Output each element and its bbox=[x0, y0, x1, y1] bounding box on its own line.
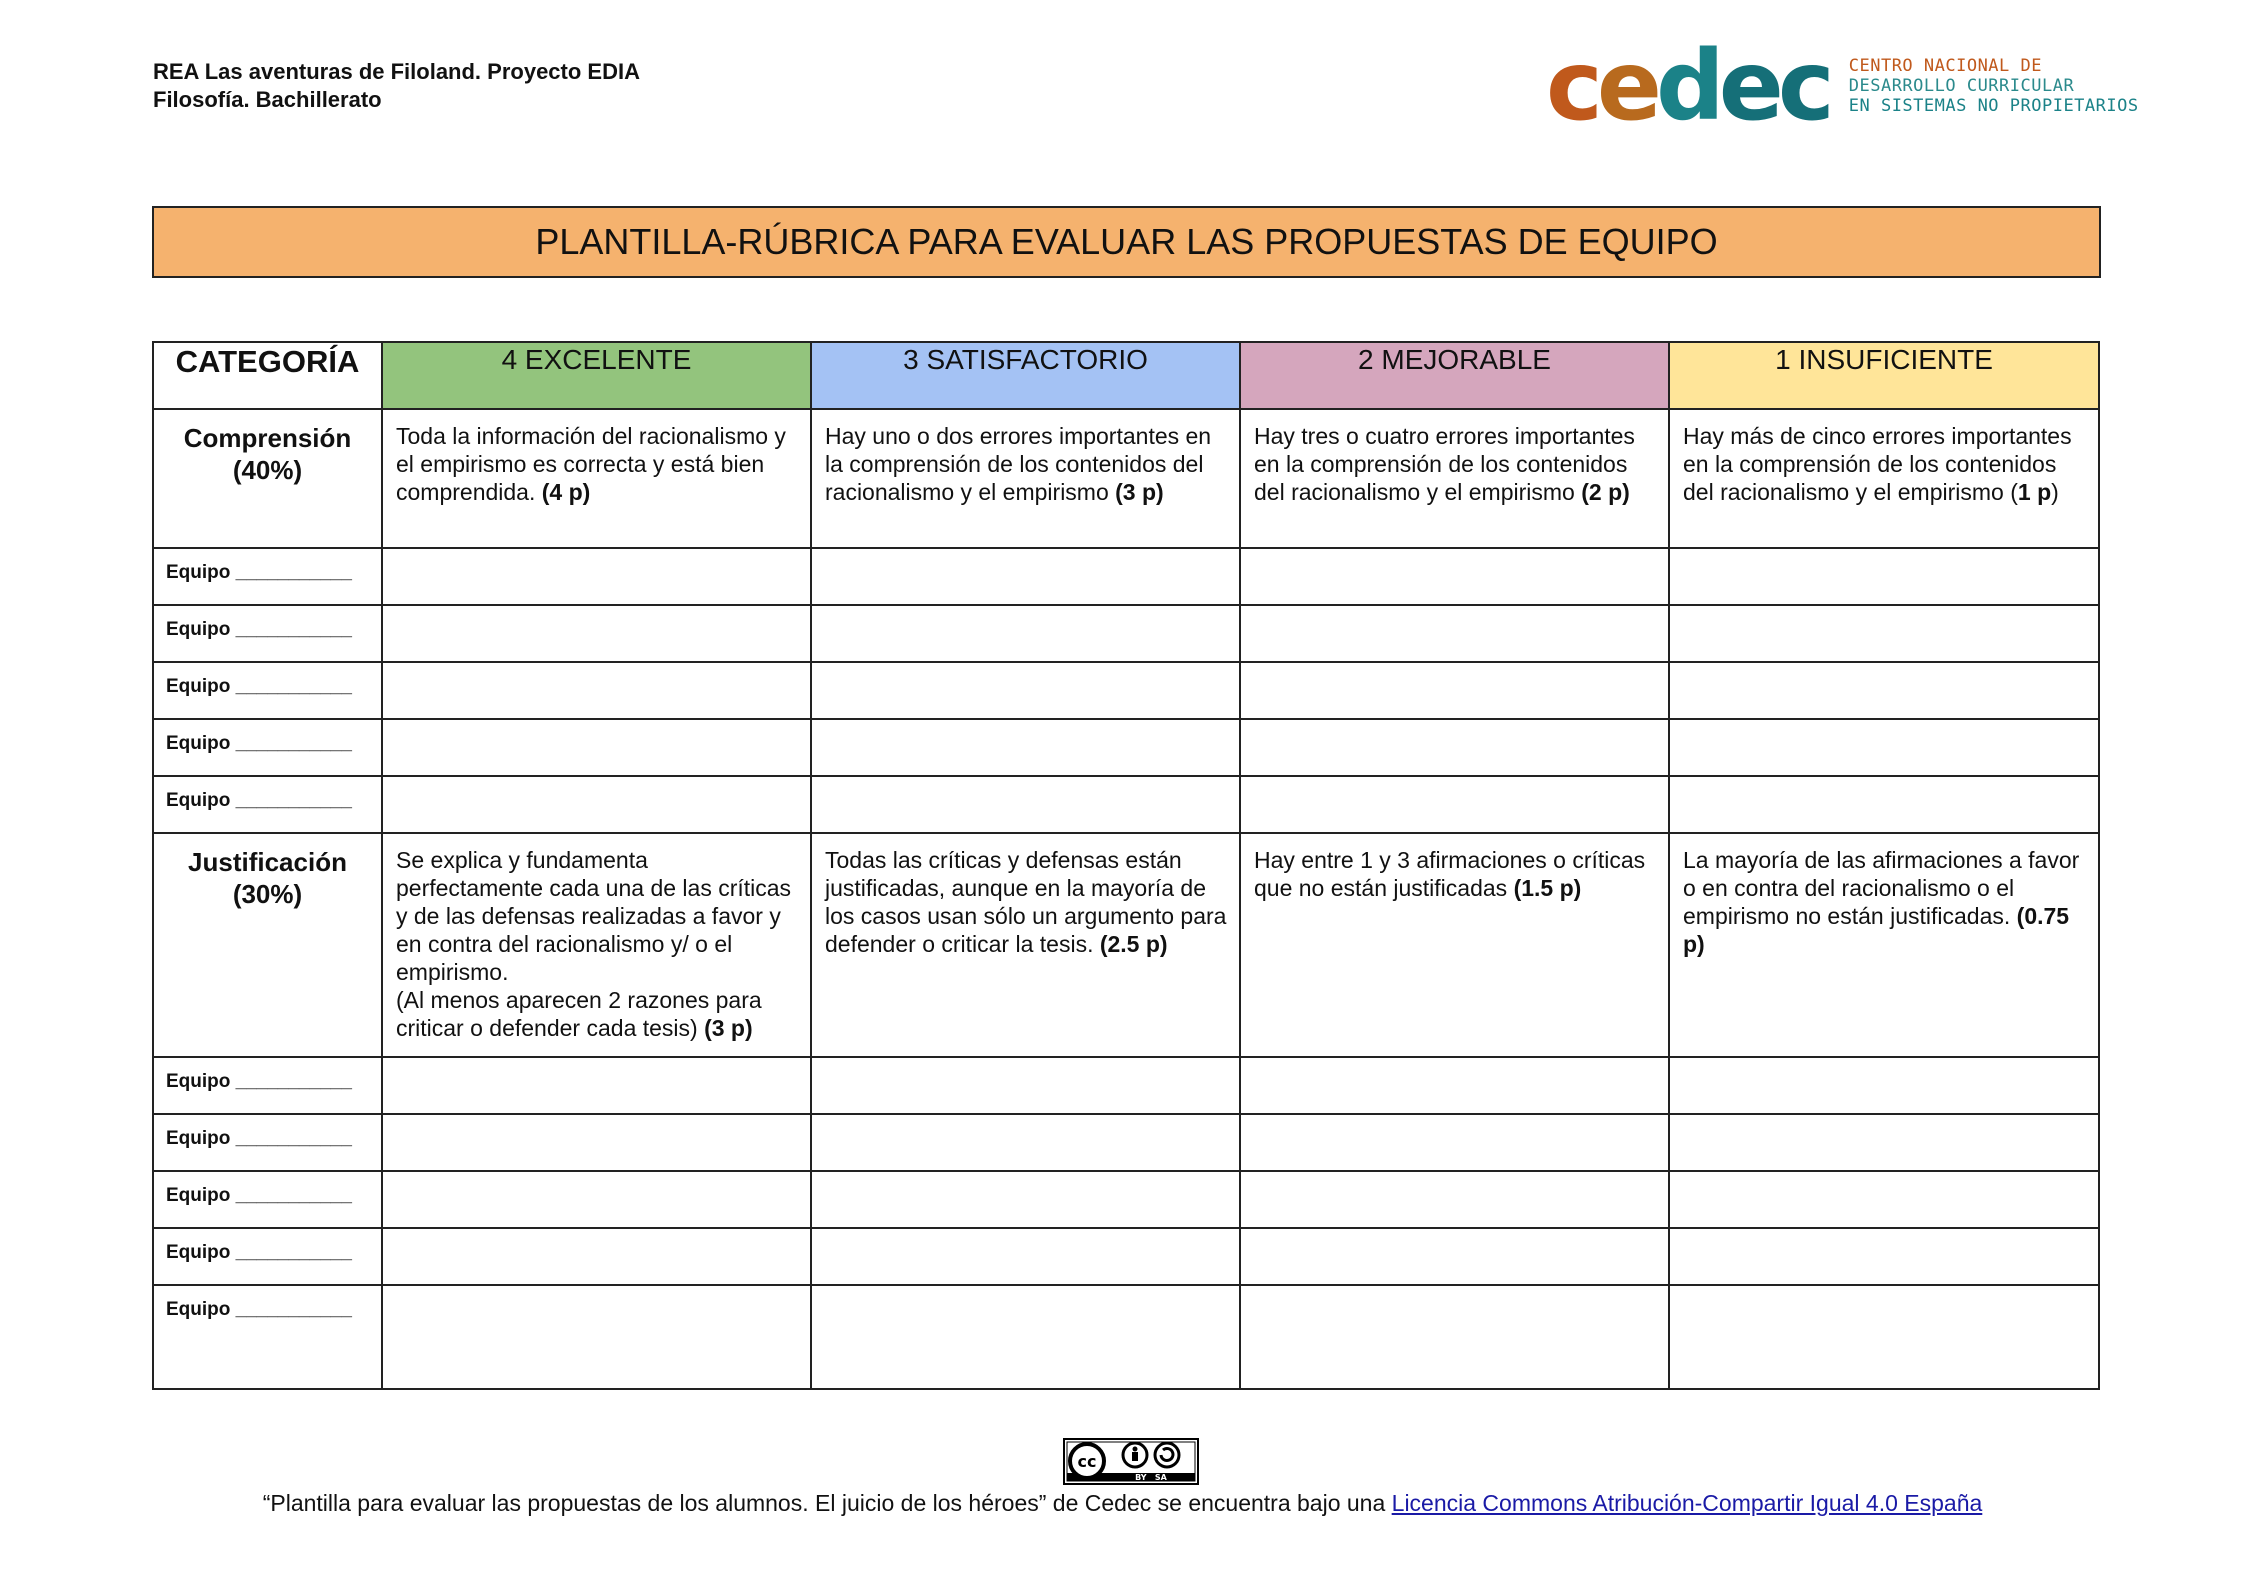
team-label: Equipo ___________ bbox=[153, 1171, 382, 1228]
team-label: Equipo ___________ bbox=[153, 1057, 382, 1114]
team-row bbox=[153, 719, 2099, 776]
team-row bbox=[153, 605, 2099, 662]
team-row bbox=[153, 776, 2099, 833]
score-cell[interactable] bbox=[1240, 548, 1669, 605]
score-cell[interactable] bbox=[1240, 1114, 1669, 1171]
team-label: Equipo ___________ bbox=[153, 605, 382, 662]
svg-text:BY SA: BY SA bbox=[1135, 1473, 1167, 1482]
score-cell[interactable] bbox=[811, 662, 1240, 719]
score-cell[interactable] bbox=[811, 719, 1240, 776]
score-cell[interactable] bbox=[382, 605, 811, 662]
descriptor-cell: Hay entre 1 y 3 afirmaciones o críticas que no están justificadas (1.5 p) bbox=[1240, 833, 1669, 1057]
category-cell: Justificación (30%) bbox=[153, 833, 382, 1057]
criterion-row-justificacion bbox=[153, 833, 2099, 1057]
score-cell[interactable] bbox=[1240, 1057, 1669, 1114]
score-cell[interactable] bbox=[1240, 1228, 1669, 1285]
score-cell[interactable] bbox=[811, 1057, 1240, 1114]
team-label: Equipo ___________ bbox=[153, 776, 382, 833]
header-row bbox=[153, 342, 2099, 409]
team-label: Equipo ___________ bbox=[153, 662, 382, 719]
page-title: PLANTILLA-RÚBRICA PARA EVALUAR LAS PROPUESTAS DE EQUIPO bbox=[152, 206, 2101, 278]
column-header-excelente: 4 EXCELENTE bbox=[382, 342, 811, 409]
cedec-wordmark: cedec bbox=[1546, 30, 1829, 142]
descriptor-cell: Hay tres o cuatro errores importantes en la comprensión de los contenidos del racionalismo y el empirismo (2 p) bbox=[1240, 409, 1669, 548]
score-cell[interactable] bbox=[811, 605, 1240, 662]
cc-by-sa-license-icon[interactable] bbox=[1063, 1438, 1199, 1485]
team-row bbox=[153, 662, 2099, 719]
descriptor-cell: Se explica y fundamenta perfectamente cada una de las críticas y de las defensas realizadas a favor y en contra del racionalismo y/ o el empirismo. (Al menos aparecen 2 razones para criticar o defender cada tesis) (3 p) bbox=[382, 833, 811, 1057]
score-cell[interactable] bbox=[1669, 1171, 2099, 1228]
score-cell[interactable] bbox=[1240, 662, 1669, 719]
descriptor-cell: Hay uno o dos errores importantes en la comprensión de los contenidos del racionalismo y el empirismo (3 p) bbox=[811, 409, 1240, 548]
score-cell[interactable] bbox=[382, 548, 811, 605]
column-header-satisfactorio: 3 SATISFACTORIO bbox=[811, 342, 1240, 409]
descriptor-cell: Hay más de cinco errores importantes en la comprensión de los contenidos del racionalismo y el empirismo (1 p) bbox=[1669, 409, 2099, 548]
column-header-mejorable: 2 MEJORABLE bbox=[1240, 342, 1669, 409]
score-cell[interactable] bbox=[1240, 605, 1669, 662]
header-line-1: REA Las aventuras de Filoland. Proyecto EDIA bbox=[153, 59, 640, 84]
score-cell[interactable] bbox=[382, 776, 811, 833]
score-cell[interactable] bbox=[1669, 662, 2099, 719]
column-header-category: CATEGORÍA bbox=[153, 342, 382, 409]
column-header-insuficiente: 1 INSUFICIENTE bbox=[1669, 342, 2099, 409]
document-header bbox=[153, 58, 640, 114]
team-row bbox=[153, 1228, 2099, 1285]
score-cell[interactable] bbox=[1669, 605, 2099, 662]
score-cell[interactable] bbox=[382, 1228, 811, 1285]
score-cell[interactable] bbox=[1240, 1285, 1669, 1389]
score-cell[interactable] bbox=[382, 1171, 811, 1228]
license-footer bbox=[0, 1490, 2245, 1517]
score-cell[interactable] bbox=[811, 1114, 1240, 1171]
score-cell[interactable] bbox=[1240, 719, 1669, 776]
score-cell[interactable] bbox=[811, 1171, 1240, 1228]
team-label: Equipo ___________ bbox=[153, 1228, 382, 1285]
score-cell[interactable] bbox=[1240, 1171, 1669, 1228]
descriptor-cell: Todas las críticas y defensas están justificadas, aunque en la mayoría de los casos usan sólo un argumento para defender o criticar la tesis. (2.5 p) bbox=[811, 833, 1240, 1057]
team-label: Equipo ___________ bbox=[153, 1114, 382, 1171]
score-cell[interactable] bbox=[1669, 719, 2099, 776]
score-cell[interactable] bbox=[811, 548, 1240, 605]
team-row bbox=[153, 1285, 2099, 1389]
score-cell[interactable] bbox=[382, 719, 811, 776]
cedec-tagline: CENTRO NACIONAL DE DESARROLLO CURRICULAR EN SISTEMAS NO PROPIETARIOS bbox=[1848, 56, 2139, 116]
team-row bbox=[153, 1171, 2099, 1228]
team-label: Equipo ___________ bbox=[153, 1285, 382, 1389]
score-cell[interactable] bbox=[1669, 1114, 2099, 1171]
team-row bbox=[153, 1114, 2099, 1171]
score-cell[interactable] bbox=[1240, 776, 1669, 833]
score-cell[interactable] bbox=[382, 1114, 811, 1171]
team-label: Equipo ___________ bbox=[153, 719, 382, 776]
cedec-logo bbox=[1546, 30, 2139, 142]
score-cell[interactable] bbox=[382, 1057, 811, 1114]
score-cell[interactable] bbox=[1669, 776, 2099, 833]
score-cell[interactable] bbox=[811, 1285, 1240, 1389]
header-line-2: Filosofía. Bachillerato bbox=[153, 87, 382, 112]
team-row bbox=[153, 548, 2099, 605]
score-cell[interactable] bbox=[382, 1285, 811, 1389]
criterion-row-comprension bbox=[153, 409, 2099, 548]
score-cell[interactable] bbox=[1669, 1228, 2099, 1285]
svg-text:cc: cc bbox=[1077, 1452, 1097, 1471]
score-cell[interactable] bbox=[1669, 1057, 2099, 1114]
score-cell[interactable] bbox=[811, 776, 1240, 833]
score-cell[interactable] bbox=[1669, 1285, 2099, 1389]
attribution-text: “Plantilla para evaluar las propuestas de los alumnos. El juicio de los héroes” de Cedec se encuentra bajo una bbox=[262, 1490, 1392, 1516]
descriptor-cell: La mayoría de las afirmaciones a favor o en contra del racionalismo o el empirismo no están justificadas. (0.75 p) bbox=[1669, 833, 2099, 1057]
team-row bbox=[153, 1057, 2099, 1114]
license-link[interactable]: Licencia Commons Atribución-Compartir Igual 4.0 España bbox=[1391, 1490, 1983, 1516]
category-cell: Comprensión (40%) bbox=[153, 409, 382, 548]
team-label: Equipo ___________ bbox=[153, 548, 382, 605]
rubric-table bbox=[152, 341, 2100, 1390]
score-cell[interactable] bbox=[1669, 548, 2099, 605]
descriptor-cell: Toda la información del racionalismo y el empirismo es correcta y está bien comprendida. (4 p) bbox=[382, 409, 811, 548]
score-cell[interactable] bbox=[811, 1228, 1240, 1285]
score-cell[interactable] bbox=[382, 662, 811, 719]
